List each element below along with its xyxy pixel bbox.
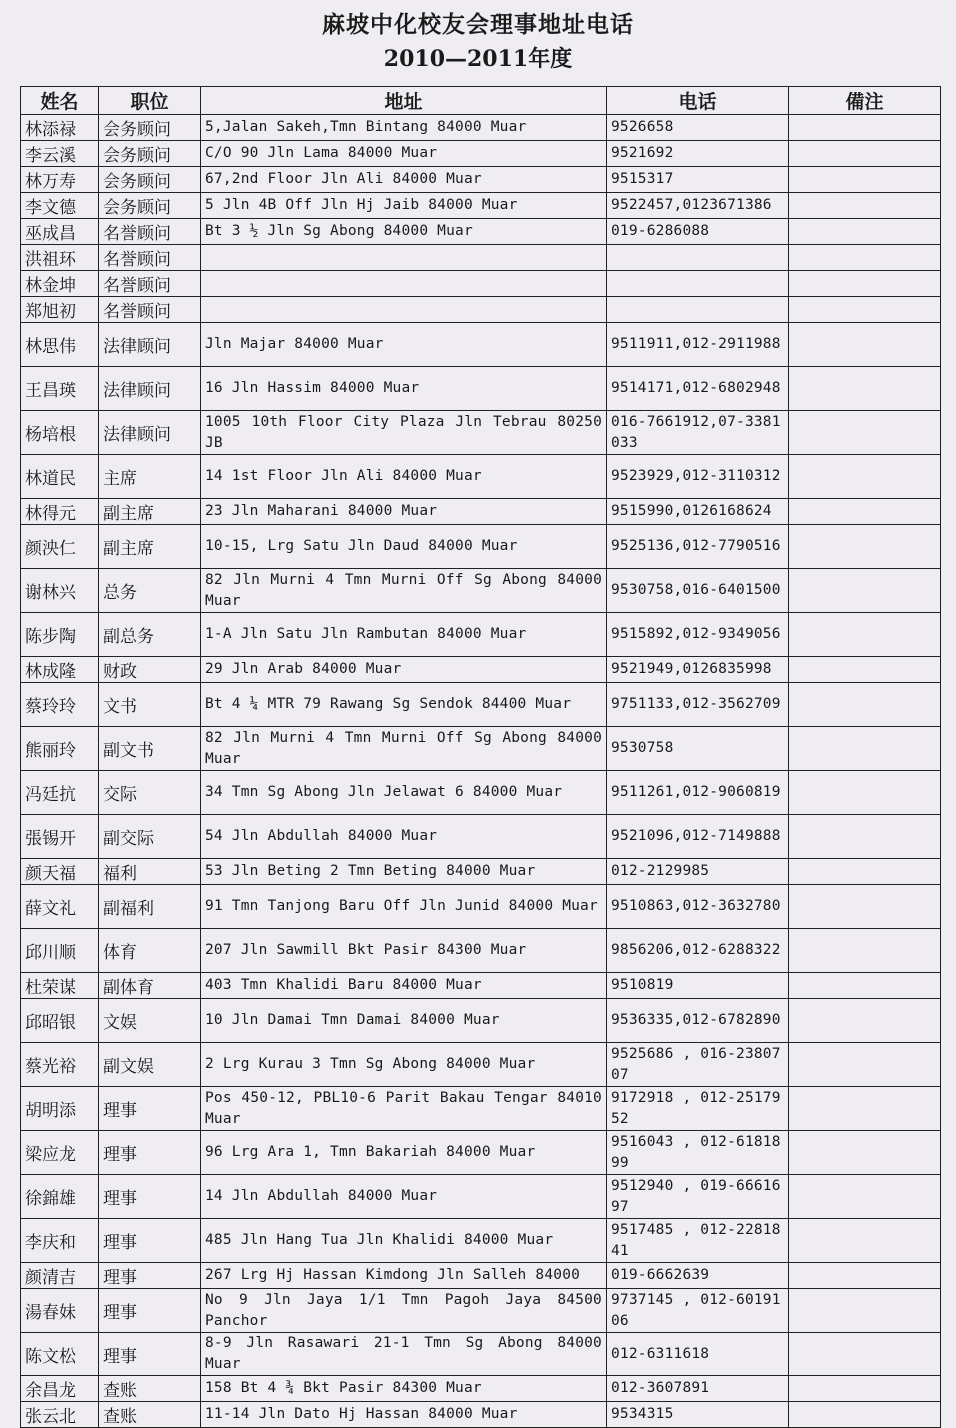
cell-address: 10-15, Lrg Satu Jln Daud 84000 Muar: [201, 525, 607, 569]
table-row: [21, 455, 941, 499]
cell-phone: 9751133,012-3562709: [607, 683, 789, 727]
cell-phone: 9525136,012-7790516: [607, 525, 789, 569]
cell-name: 徐錦雄: [21, 1175, 99, 1219]
table-row: [21, 929, 941, 973]
cell-role: 法律顾问: [99, 411, 201, 455]
cell-name: 李文德: [21, 193, 99, 219]
header-address: 地址: [201, 87, 607, 115]
cell-phone: 9521096,012-7149888: [607, 815, 789, 859]
table-row: [21, 815, 941, 859]
cell-phone: [607, 245, 789, 271]
cell-remarks: [789, 1219, 941, 1263]
table-row: [21, 1175, 941, 1219]
cell-role: 财政: [99, 657, 201, 683]
cell-role: 副文书: [99, 727, 201, 771]
cell-role: 理事: [99, 1219, 201, 1263]
cell-phone: 9515317: [607, 167, 789, 193]
cell-address: 34 Tmn Sg Abong Jln Jelawat 6 84000 Muar: [201, 771, 607, 815]
table-row: [21, 683, 941, 727]
page-title: 麻坡中化校友会理事地址电话: [322, 11, 634, 38]
cell-address: 29 Jln Arab 84000 Muar: [201, 657, 607, 683]
table-row: [21, 1219, 941, 1263]
cell-phone: 9525686 , 016-2380707: [607, 1043, 789, 1087]
cell-remarks: [789, 271, 941, 297]
cell-role: 副主席: [99, 525, 201, 569]
table-row: [21, 999, 941, 1043]
cell-role: 副主席: [99, 499, 201, 525]
cell-remarks: [789, 297, 941, 323]
cell-phone: 9515892,012-9349056: [607, 613, 789, 657]
cell-remarks: [789, 973, 941, 999]
cell-role: 名誉顾问: [99, 245, 201, 271]
table-row: [21, 297, 941, 323]
cell-phone: 019-6662639: [607, 1263, 789, 1289]
cell-phone: 9515990,0126168624: [607, 499, 789, 525]
page-subtitle: 2010—2011年度: [383, 46, 573, 72]
table-row: [21, 323, 941, 367]
cell-address: 1005 10th Floor City Plaza Jln Tebrau 80250 JB: [201, 411, 607, 455]
cell-role: 理事: [99, 1175, 201, 1219]
cell-remarks: [789, 771, 941, 815]
cell-name: 湯春妹: [21, 1289, 99, 1333]
cell-address: 5,Jalan Sakeh,Tmn Bintang 84000 Muar: [201, 115, 607, 141]
cell-address: 16 Jln Hassim 84000 Muar: [201, 367, 607, 411]
cell-phone: 9856206,012-6288322: [607, 929, 789, 973]
cell-role: 理事: [99, 1289, 201, 1333]
cell-role: 理事: [99, 1087, 201, 1131]
cell-name: 颜天福: [21, 859, 99, 885]
cell-name: 林道民: [21, 455, 99, 499]
table-row: [21, 367, 941, 411]
table-row: [21, 1043, 941, 1087]
cell-role: 理事: [99, 1131, 201, 1175]
cell-address: 158 Bt 4 ¾ Bkt Pasir 84300 Muar: [201, 1376, 607, 1402]
table-row: [21, 859, 941, 885]
cell-role: 查账: [99, 1376, 201, 1402]
table-row: [21, 193, 941, 219]
cell-address: 14 Jln Abdullah 84000 Muar: [201, 1175, 607, 1219]
table-row: [21, 219, 941, 245]
cell-remarks: [789, 455, 941, 499]
table-row: [21, 569, 941, 613]
table-row: [21, 141, 941, 167]
header-name: 姓名: [21, 87, 99, 115]
cell-role: 法律顾问: [99, 323, 201, 367]
cell-role: 副福利: [99, 885, 201, 929]
cell-remarks: [789, 1087, 941, 1131]
cell-phone: 016-7661912,07-3381033: [607, 411, 789, 455]
cell-phone: [607, 271, 789, 297]
cell-address: 267 Lrg Hj Hassan Kimdong Jln Salleh 84000: [201, 1263, 607, 1289]
cell-name: 洪祖环: [21, 245, 99, 271]
cell-phone: 9511261,012-9060819: [607, 771, 789, 815]
cell-name: 李云溪: [21, 141, 99, 167]
cell-remarks: [789, 569, 941, 613]
header-role: 职位: [99, 87, 201, 115]
cell-name: 胡明添: [21, 1087, 99, 1131]
table-row: [21, 973, 941, 999]
cell-address: 54 Jln Abdullah 84000 Muar: [201, 815, 607, 859]
cell-role: 副文娱: [99, 1043, 201, 1087]
cell-address: C/O 90 Jln Lama 84000 Muar: [201, 141, 607, 167]
cell-phone: 9530758,016-6401500: [607, 569, 789, 613]
cell-role: 体育: [99, 929, 201, 973]
cell-remarks: [789, 1376, 941, 1402]
cell-remarks: [789, 727, 941, 771]
cell-name: 王昌瑛: [21, 367, 99, 411]
cell-name: 张云北: [21, 1402, 99, 1428]
cell-address: 1-A Jln Satu Jln Rambutan 84000 Muar: [201, 613, 607, 657]
cell-role: 副体育: [99, 973, 201, 999]
cell-role: 查账: [99, 1402, 201, 1428]
cell-address: 5 Jln 4B Off Jln Hj Jaib 84000 Muar: [201, 193, 607, 219]
cell-name: 薛文礼: [21, 885, 99, 929]
cell-role: 文娱: [99, 999, 201, 1043]
cell-phone: 019-6286088: [607, 219, 789, 245]
cell-role: 主席: [99, 455, 201, 499]
cell-phone: 9530758: [607, 727, 789, 771]
cell-name: 蔡光裕: [21, 1043, 99, 1087]
cell-name: 李庆和: [21, 1219, 99, 1263]
directory-table: [20, 86, 941, 1428]
cell-remarks: [789, 141, 941, 167]
cell-address: [201, 271, 607, 297]
cell-address: [201, 245, 607, 271]
table-row: [21, 771, 941, 815]
cell-phone: 9737145 , 012-6019106: [607, 1289, 789, 1333]
cell-phone: 9511911,012-2911988: [607, 323, 789, 367]
cell-name: 張锡开: [21, 815, 99, 859]
cell-address: 10 Jln Damai Tmn Damai 84000 Muar: [201, 999, 607, 1043]
table-row: [21, 115, 941, 141]
cell-remarks: [789, 1333, 941, 1376]
cell-name: 谢林兴: [21, 569, 99, 613]
cell-phone: [607, 297, 789, 323]
cell-role: 交际: [99, 771, 201, 815]
cell-role: 会务顾问: [99, 193, 201, 219]
cell-phone: 9523929,012-3110312: [607, 455, 789, 499]
cell-name: 邱川顺: [21, 929, 99, 973]
cell-name: 颜泱仁: [21, 525, 99, 569]
table-row: [21, 411, 941, 455]
cell-name: 陈文松: [21, 1333, 99, 1376]
cell-address: 23 Jln Maharani 84000 Muar: [201, 499, 607, 525]
cell-address: No 9 Jln Jaya 1/1 Tmn Pagoh Jaya 84500 Panchor: [201, 1289, 607, 1333]
cell-name: 梁应龙: [21, 1131, 99, 1175]
cell-address: 53 Jln Beting 2 Tmn Beting 84000 Muar: [201, 859, 607, 885]
cell-name: 林金坤: [21, 271, 99, 297]
cell-remarks: [789, 859, 941, 885]
table-row: [21, 245, 941, 271]
cell-name: 余昌龙: [21, 1376, 99, 1402]
table-row: [21, 499, 941, 525]
cell-role: 副总务: [99, 613, 201, 657]
table-row: [21, 727, 941, 771]
cell-remarks: [789, 367, 941, 411]
cell-name: 林万寿: [21, 167, 99, 193]
table-row: [21, 167, 941, 193]
cell-role: 会务顾问: [99, 141, 201, 167]
cell-address: 96 Lrg Ara 1, Tmn Bakariah 84000 Muar: [201, 1131, 607, 1175]
cell-phone: 9534315: [607, 1402, 789, 1428]
cell-role: 福利: [99, 859, 201, 885]
table-row: [21, 1131, 941, 1175]
table-row: [21, 657, 941, 683]
cell-remarks: [789, 613, 941, 657]
cell-name: 蔡玲玲: [21, 683, 99, 727]
cell-remarks: [789, 193, 941, 219]
cell-remarks: [789, 219, 941, 245]
cell-name: 林添禄: [21, 115, 99, 141]
cell-address: Jln Majar 84000 Muar: [201, 323, 607, 367]
table-header-row: [21, 87, 941, 115]
table-row: [21, 1376, 941, 1402]
cell-address: 14 1st Floor Jln Ali 84000 Muar: [201, 455, 607, 499]
cell-remarks: [789, 815, 941, 859]
cell-address: Bt 3 ½ Jln Sg Abong 84000 Muar: [201, 219, 607, 245]
cell-remarks: [789, 657, 941, 683]
cell-remarks: [789, 999, 941, 1043]
cell-role: 理事: [99, 1263, 201, 1289]
header-phone: 电话: [607, 87, 789, 115]
cell-name: 杜荣谋: [21, 973, 99, 999]
cell-phone: 9512940 , 019-6661697: [607, 1175, 789, 1219]
cell-phone: 9522457,0123671386: [607, 193, 789, 219]
cell-address: Pos 450-12, PBL10-6 Parit Bakau Tengar 84010 Muar: [201, 1087, 607, 1131]
cell-remarks: [789, 1131, 941, 1175]
cell-address: [201, 297, 607, 323]
cell-remarks: [789, 1043, 941, 1087]
cell-name: 林得元: [21, 499, 99, 525]
cell-phone: 012-3607891: [607, 1376, 789, 1402]
cell-name: 林思伟: [21, 323, 99, 367]
cell-remarks: [789, 683, 941, 727]
table-row: [21, 1087, 941, 1131]
cell-role: 会务顾问: [99, 115, 201, 141]
table-row: [21, 1333, 941, 1376]
cell-remarks: [789, 525, 941, 569]
cell-role: 理事: [99, 1333, 201, 1376]
table-row: [21, 271, 941, 297]
cell-remarks: [789, 1263, 941, 1289]
table-row: [21, 885, 941, 929]
cell-remarks: [789, 929, 941, 973]
cell-role: 副交际: [99, 815, 201, 859]
cell-role: 会务顾问: [99, 167, 201, 193]
table-row: [21, 1263, 941, 1289]
cell-phone: 012-2129985: [607, 859, 789, 885]
cell-phone: 9536335,012-6782890: [607, 999, 789, 1043]
cell-phone: 9510819: [607, 973, 789, 999]
cell-address: Bt 4 ¼ MTR 79 Rawang Sg Sendok 84400 Muar: [201, 683, 607, 727]
header-remarks: 備注: [789, 87, 941, 115]
cell-name: 巫成昌: [21, 219, 99, 245]
cell-address: 11-14 Jln Dato Hj Hassan 84000 Muar: [201, 1402, 607, 1428]
table-row: [21, 1289, 941, 1333]
cell-remarks: [789, 115, 941, 141]
cell-phone: 9516043 , 012-6181899: [607, 1131, 789, 1175]
cell-phone: 012-6311618: [607, 1333, 789, 1376]
cell-phone: 9510863,012-3632780: [607, 885, 789, 929]
cell-name: 冯廷抗: [21, 771, 99, 815]
cell-address: 207 Jln Sawmill Bkt Pasir 84300 Muar: [201, 929, 607, 973]
cell-name: 熊丽玲: [21, 727, 99, 771]
cell-name: 邱昭银: [21, 999, 99, 1043]
cell-remarks: [789, 499, 941, 525]
cell-address: 67,2nd Floor Jln Ali 84000 Muar: [201, 167, 607, 193]
cell-address: 485 Jln Hang Tua Jln Khalidi 84000 Muar: [201, 1219, 607, 1263]
table-row: [21, 525, 941, 569]
cell-phone: 9517485 , 012-2281841: [607, 1219, 789, 1263]
cell-remarks: [789, 245, 941, 271]
cell-remarks: [789, 411, 941, 455]
cell-role: 法律顾问: [99, 367, 201, 411]
cell-phone: 9521692: [607, 141, 789, 167]
table-body: [21, 115, 941, 1428]
table-row: [21, 613, 941, 657]
cell-role: 总务: [99, 569, 201, 613]
cell-address: 91 Tmn Tanjong Baru Off Jln Junid 84000 Muar: [201, 885, 607, 929]
cell-remarks: [789, 885, 941, 929]
cell-remarks: [789, 323, 941, 367]
cell-name: 林成隆: [21, 657, 99, 683]
cell-name: 陈步陶: [21, 613, 99, 657]
cell-role: 名誉顾问: [99, 219, 201, 245]
cell-name: 郑旭初: [21, 297, 99, 323]
cell-remarks: [789, 167, 941, 193]
cell-address: 82 Jln Murni 4 Tmn Murni Off Sg Abong 84000 Muar: [201, 569, 607, 613]
cell-phone: 9514171,012-6802948: [607, 367, 789, 411]
cell-remarks: [789, 1289, 941, 1333]
cell-address: 2 Lrg Kurau 3 Tmn Sg Abong 84000 Muar: [201, 1043, 607, 1087]
cell-address: 82 Jln Murni 4 Tmn Murni Off Sg Abong 84000 Muar: [201, 727, 607, 771]
cell-name: 杨培根: [21, 411, 99, 455]
cell-address: 403 Tmn Khalidi Baru 84000 Muar: [201, 973, 607, 999]
cell-phone: 9521949,0126835998: [607, 657, 789, 683]
cell-role: 名誉顾问: [99, 271, 201, 297]
cell-remarks: [789, 1175, 941, 1219]
cell-phone: 9172918 , 012-2517952: [607, 1087, 789, 1131]
cell-address: 8-9 Jln Rasawari 21-1 Tmn Sg Abong 84000 Muar: [201, 1333, 607, 1376]
cell-name: 颜清吉: [21, 1263, 99, 1289]
cell-role: 名誉顾问: [99, 297, 201, 323]
cell-phone: 9526658: [607, 115, 789, 141]
cell-role: 文书: [99, 683, 201, 727]
